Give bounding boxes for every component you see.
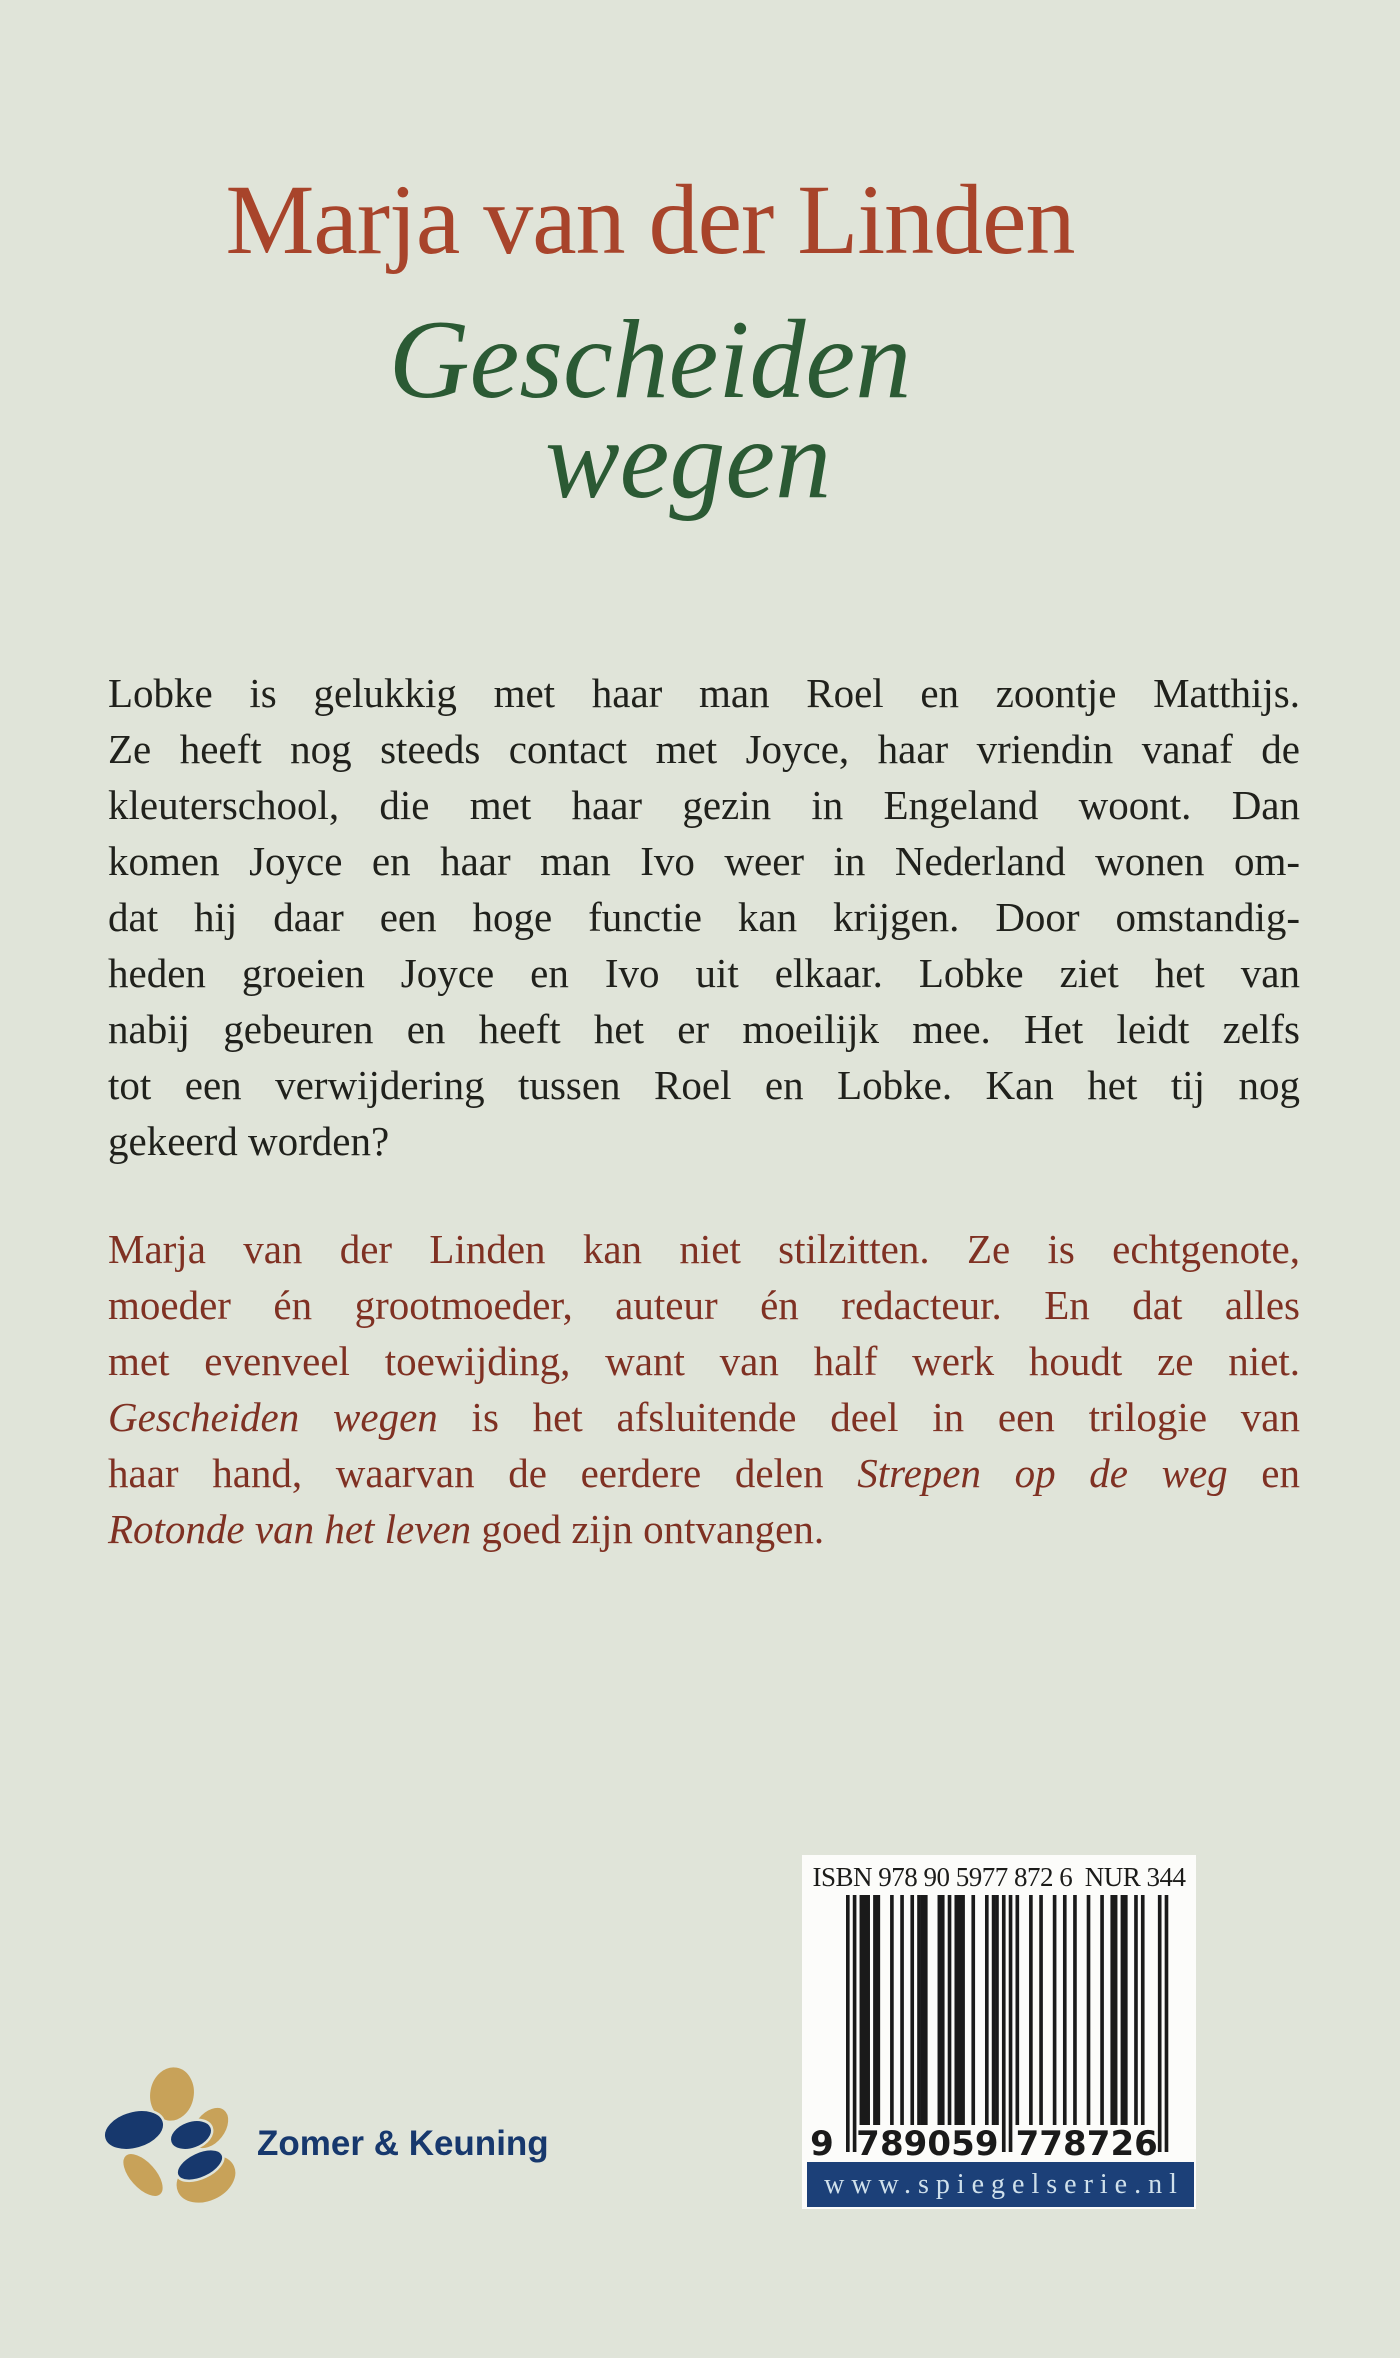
barcode-digit: 9	[810, 2124, 834, 2161]
text-line: Rotonde van het leven goed zijn ontvangen.	[108, 1506, 825, 1552]
text-line: dat hij daar een hoge functie kan krijgen. Door omstandig-	[108, 894, 1300, 940]
text-line: Gescheiden wegen is het afsluitende deel in een trilogie van	[108, 1394, 1301, 1440]
text-line: haar hand, waarvan de eerdere delen Strepen op de weg en	[108, 1450, 1301, 1496]
text-line: tot een verwijdering tussen Roel en Lobke. Kan het tij nog	[108, 1062, 1300, 1108]
book-title-line1: Gescheiden	[388, 298, 912, 422]
book-title	[0, 298, 1300, 522]
text-line: komen Joyce en haar man Ivo weer in Nederland wonen om-	[108, 838, 1300, 884]
publisher-name: Zomer & Keuning	[257, 2124, 549, 2163]
author-name: Marja van der Linden	[225, 164, 1075, 275]
barcode-digit: 7	[1015, 2124, 1040, 2161]
barcode-digit: 9	[974, 2124, 999, 2161]
barcode-digit: 8	[879, 2124, 904, 2161]
isbn-nur-label: ISBN 978 90 5977 872 6 NUR 344	[812, 1862, 1186, 1892]
ean-barcode	[806, 1895, 1186, 2161]
text-line: kleuterschool, die met haar gezin in Engeland woont. Dan	[108, 782, 1300, 828]
barcode-panel	[802, 1855, 1196, 2209]
barcode-digit: 8	[1062, 2124, 1087, 2161]
text-line: met evenveel toewijding, want van half werk houdt ze niet.	[108, 1338, 1300, 1384]
barcode-digit: 0	[927, 2124, 952, 2161]
book-title-line2: wegen	[544, 398, 832, 522]
barcode-digit: 9	[903, 2124, 928, 2161]
barcode-digit: 5	[951, 2124, 975, 2161]
text-line: moeder én grootmoeder, auteur én redacteur. En dat alles	[108, 1282, 1300, 1328]
flower-logo-icon	[100, 2058, 245, 2210]
barcode-digit: 6	[1134, 2124, 1158, 2161]
barcode-digit: 7	[1039, 2124, 1063, 2161]
text-line: heden groeien Joyce en Ivo uit elkaar. Lobke ziet het van	[108, 950, 1300, 996]
text-line: nabij gebeuren en heeft het er moeilijk mee. Het leidt zelfs	[108, 1006, 1300, 1052]
text-line: Lobke is gelukkig met haar man Roel en zoontje Matthijs.	[108, 670, 1300, 716]
website-url: www.spiegelserie.nl	[824, 2168, 1184, 2200]
about-author-paragraph	[108, 1221, 1300, 1557]
text-line: Marja van der Linden kan niet stilzitten. Ze is echtgenote,	[108, 1226, 1300, 1272]
text-line: Ze heeft nog steeds contact met Joyce, haar vriendin vanaf de	[108, 726, 1300, 772]
barcode-digit: 2	[1110, 2124, 1135, 2161]
barcode-digit: 7	[1086, 2124, 1111, 2161]
barcode-digit: 7	[856, 2124, 880, 2161]
flower-petal	[115, 2146, 172, 2205]
synopsis-paragraph	[108, 665, 1300, 1169]
text-line: gekeerd worden?	[108, 1118, 390, 1164]
cover-header	[0, 0, 1300, 522]
website-band	[807, 2162, 1194, 2207]
